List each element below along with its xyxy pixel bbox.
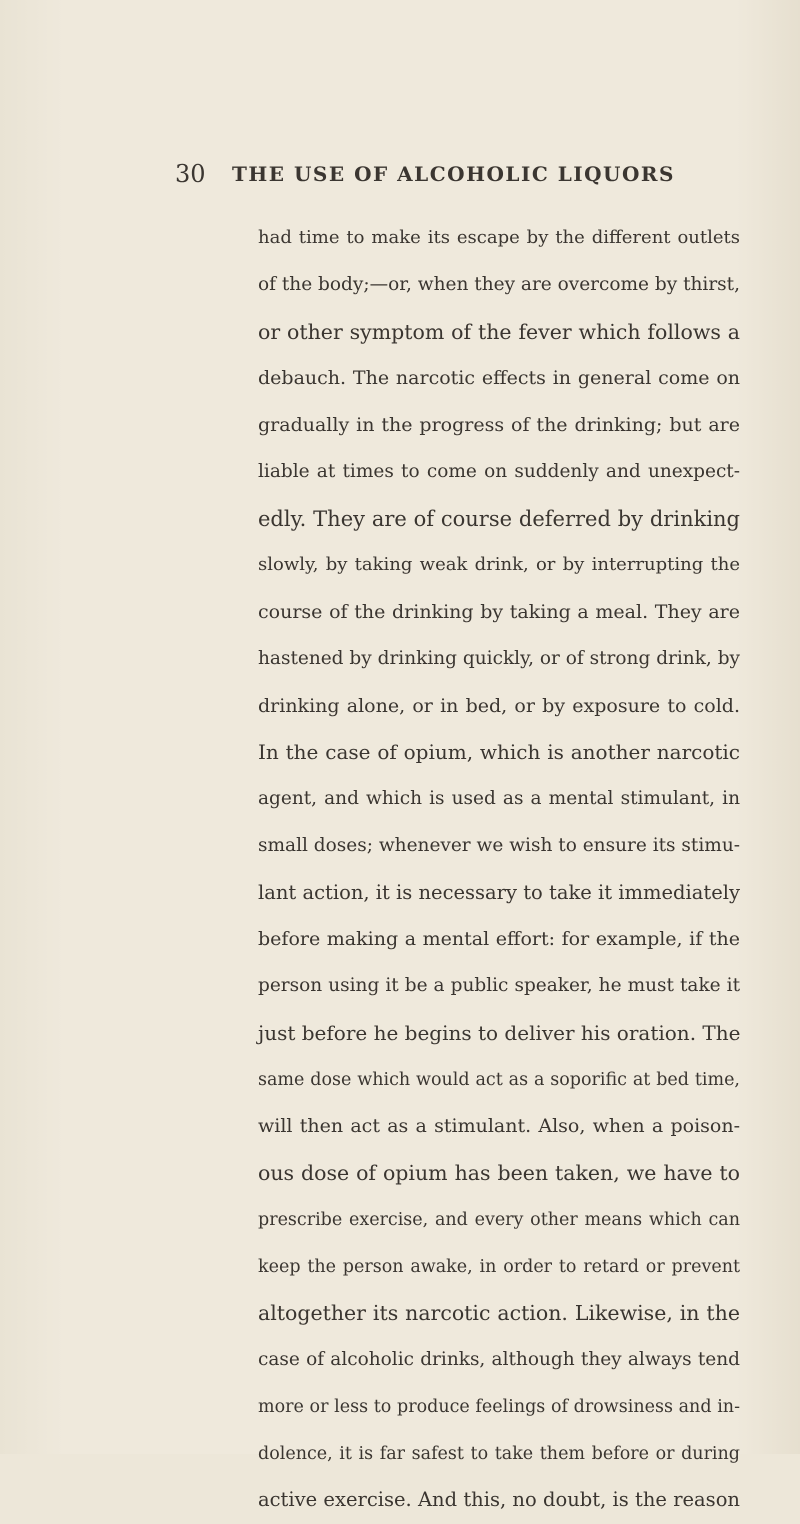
page-number: 30 <box>175 160 206 188</box>
text-line: small doses; whenever we wish to ensure its stimu- <box>258 834 740 856</box>
text-line: ous dose of opium has been taken, we have to <box>258 1161 740 1185</box>
text-line: keep the person awake, in order to retard or prevent <box>258 1256 740 1277</box>
text-line: lant action, it is necessary to take it immediately <box>258 880 741 904</box>
text-line: edly. They are of course deferred by drinking <box>258 506 740 531</box>
text-line: In the case of opium, which is another narcotic <box>258 740 740 765</box>
text-line: had time to make its escape by the different outlets <box>258 227 740 248</box>
text-line: prescribe exercise, and every other means which can <box>258 1209 740 1230</box>
body-text <box>258 215 740 1524</box>
text-line: before making a mental effort: for example, if the <box>258 928 740 951</box>
text-line: liable at times to come on suddenly and unexpect- <box>258 460 740 482</box>
text-line: more or less to produce feelings of drowsiness and in- <box>258 1396 740 1417</box>
text-line: just before he begins to deliver his oration. The <box>258 1020 741 1045</box>
text-line: same dose which would act as a soporific at bed time, <box>258 1069 740 1090</box>
text-line: or other symptom of the fever which follows a <box>258 319 740 344</box>
text-line: course of the drinking by taking a meal. They are <box>258 601 740 623</box>
text-line: will then act as a stimulant. Also, when a poison- <box>258 1115 740 1138</box>
text-line: debauch. The narcotic effects in general come on <box>258 367 740 390</box>
text-line: person using it be a public speaker, he must take it <box>258 975 740 996</box>
running-head: THE USE OF ALCOHOLIC LIQUORS <box>232 162 675 186</box>
text-line: case of alcoholic drinks, although they always tend <box>258 1349 740 1370</box>
text-line: hastened by drinking quickly, or of strong drink, by <box>258 647 740 669</box>
text-line: altogether its narcotic action. Likewise, in the <box>258 1301 740 1326</box>
text-line: agent, and which is used as a mental stimulant, in <box>258 788 740 809</box>
text-line: drinking alone, or in bed, or by exposure to cold. <box>258 694 740 717</box>
text-line: gradually in the progress of the drinking; but are <box>258 414 740 436</box>
text-line: of the body;—or, when they are overcome by thirst, <box>258 273 740 295</box>
text-line: slowly, by taking weak drink, or by interrupting the <box>258 554 740 576</box>
text-line: active exercise. And this, no doubt, is the reason <box>258 1488 740 1512</box>
text-line: dolence, it is far safest to take them before or during <box>258 1443 740 1464</box>
